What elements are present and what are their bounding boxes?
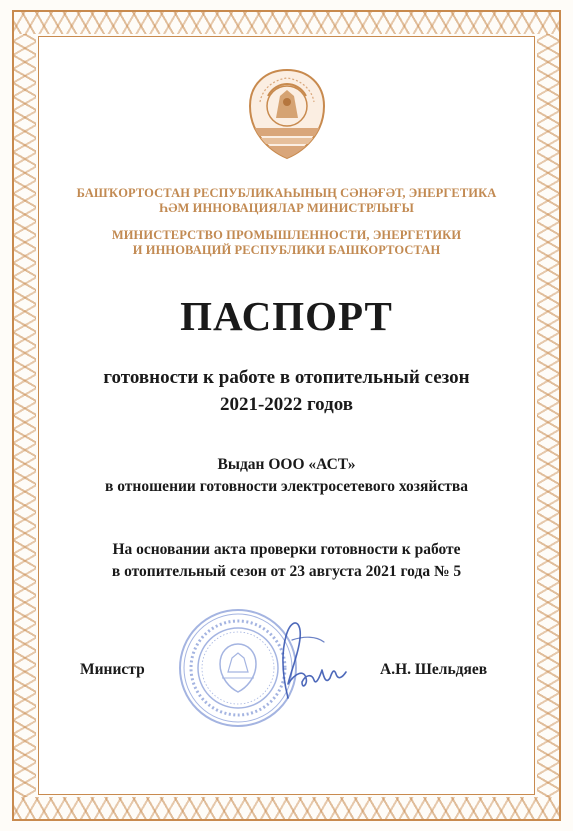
ministry-name-bashkir-line-1: БАШҠОРТОСТАН РЕСПУБЛИКАҺЫНЫҢ СӘНӘҒӘТ, ЭНЕРГЕТИКА xyxy=(76,186,497,200)
basis-line-1: На основании акта проверки готовности к работе xyxy=(112,541,461,558)
ornament-border-bottom xyxy=(14,797,559,819)
ornament-border-top xyxy=(14,12,559,34)
ministry-name-russian-line-1: МИНИСТЕРСТВО ПРОМЫШЛЕННОСТИ, ЭНЕРГЕТИКИ xyxy=(111,228,462,242)
issued-line-1: Выдан ООО «АСТ» xyxy=(217,456,356,473)
subtitle-line-2: 2021-2022 годов xyxy=(219,394,354,415)
basis-line-2: в отопительный сезон от 23 августа 2021 года № 5 xyxy=(111,563,462,580)
ornament-border-right xyxy=(537,34,559,797)
signatory-name: А.Н. Шельдяев xyxy=(380,661,488,678)
ministry-name-bashkir xyxy=(40,186,533,216)
ministry-name-bashkir-line-2: ҺӘМ ИННОВАЦИЯЛАР МИНИСТРЛЫҒЫ xyxy=(158,201,415,215)
bashkortostan-coat-of-arms-icon xyxy=(246,66,328,162)
ornament-border-left xyxy=(14,34,36,797)
ministry-name-russian xyxy=(40,228,533,258)
issued-line-2: в отношении готовности электросетевого хозяйства xyxy=(105,478,468,495)
document-title: ПАСПОРТ xyxy=(180,293,393,339)
handwritten-signature-icon xyxy=(262,612,354,704)
subtitle-line-1: готовности к работе в отопительный сезон xyxy=(103,367,470,388)
ministry-name-russian-line-2: И ИННОВАЦИЙ РЕСПУБЛИКИ БАШКОРТОСТАН xyxy=(132,243,441,257)
signatory-role: Министр xyxy=(80,661,145,678)
